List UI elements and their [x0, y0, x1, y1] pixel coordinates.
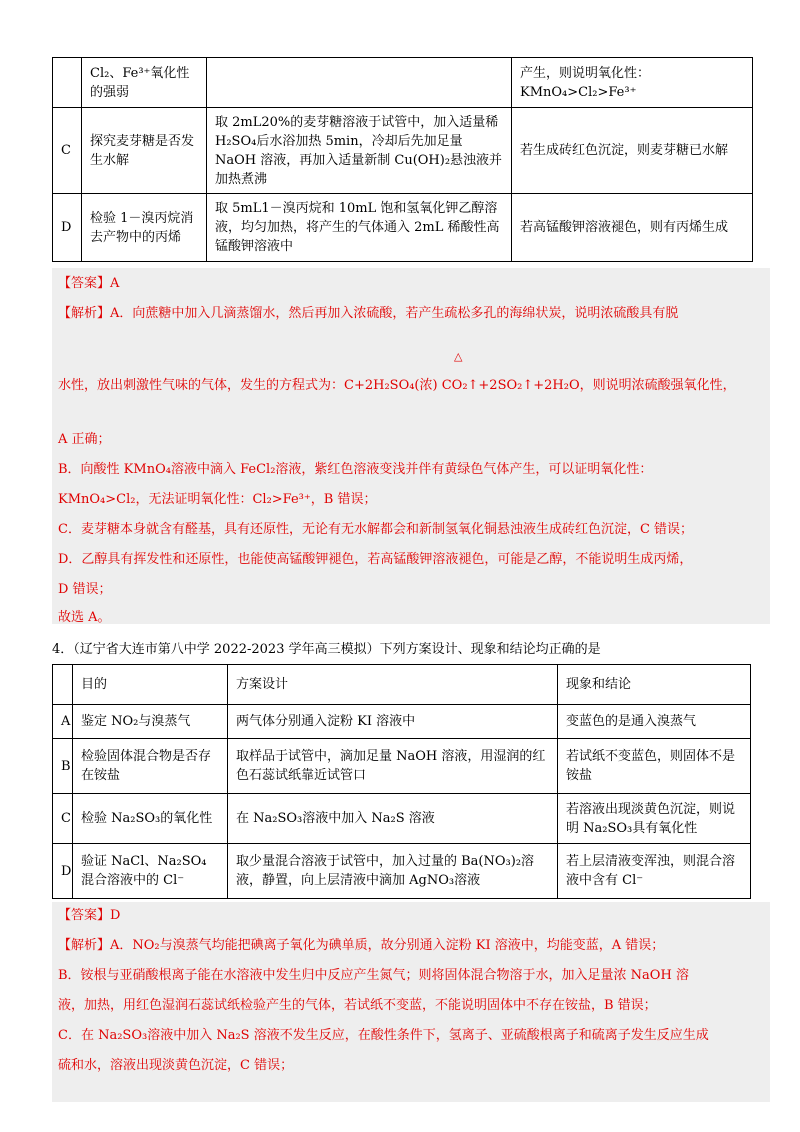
- answer-label: 【答案】D: [58, 908, 121, 923]
- result-cell: 若高锰酸钾溶液褪色，则有丙烯生成: [512, 194, 753, 262]
- explanation-line: 水性，放出刺激性气味的气体，发生的方程式为：C+2H₂SO₄(浓) CO₂↑+2SO₂↑+2H₂O，则说明浓硫酸强氧化性，: [58, 378, 736, 393]
- design-cell: 两气体分别通入淀粉 KI 溶液中: [228, 705, 558, 739]
- table-row: [53, 705, 751, 739]
- row-label: A: [53, 705, 73, 739]
- question-4-text: 4．（辽宁省大连市第八中学 2022-2023 学年高三模拟）下列方案设计、现象和结论均正确的是: [52, 642, 601, 657]
- heat-symbol: △: [454, 350, 463, 363]
- answer-explanation-1: [52, 268, 770, 624]
- purpose-cell: 探究麦芽糖是否发生水解: [82, 108, 207, 194]
- row-label: D: [53, 844, 73, 899]
- explanation-line: C．麦芽糖本身就含有醛基，具有还原性，无论有无水解都会和新制氢氧化铜悬浊液生成砖红色沉淀，C 错误；: [58, 522, 694, 537]
- explanation-line: 液，加热，用红色湿润石蕊试纸检验产生的气体，若试纸不变蓝，不能说明固体中不存在铵盐，B 错误；: [58, 998, 657, 1013]
- table-row: [53, 739, 751, 794]
- result-cell: 若溶液出现淡黄色沉淀，则说明 Na₂SO₃具有氧化性: [558, 794, 751, 844]
- explanation-line: D．乙醇具有挥发性和还原性，也能使高锰酸钾褪色，若高锰酸钾溶液褪色，可能是乙醇，不能说明生成丙烯，: [58, 552, 693, 567]
- row-label: [53, 58, 82, 108]
- header-result: 现象和结论: [558, 665, 751, 705]
- design-cell: 在 Na₂SO₃溶液中加入 Na₂S 溶液: [228, 794, 558, 844]
- explanation-line: B．铵根与亚硝酸根离子能在水溶液中发生归中反应产生氮气；则将固体混合物溶于水，加入足量浓 NaOH 溶: [58, 968, 689, 983]
- row-label: D: [53, 194, 82, 262]
- result-cell: 若上层清液变浑浊，则混合溶液中含有 Cl⁻: [558, 844, 751, 899]
- explanation-line: 硫和水，溶液出现淡黄色沉淀，C 错误；: [58, 1058, 294, 1073]
- design-cell: 取少量混合溶液于试管中，加入过量的 Ba(NO₃)₂溶液，静置，向上层清液中滴加 AgNO₃溶液: [228, 844, 558, 899]
- purpose-cell: 检验 Na₂SO₃的氧化性: [73, 794, 228, 844]
- answer-label: 【答案】A: [58, 276, 120, 291]
- result-cell: 若试纸不变蓝色，则固体不是铵盐: [558, 739, 751, 794]
- result-cell: 若生成砖红色沉淀，则麦芽糖已水解: [512, 108, 753, 194]
- purpose-cell: Cl₂、Fe³⁺氧化性的强弱: [82, 58, 207, 108]
- table-header-row: [53, 665, 751, 705]
- table-row: [53, 194, 753, 262]
- experiment-table-2: [52, 664, 751, 899]
- purpose-cell: 检验 1－溴丙烷消去产物中的丙烯: [82, 194, 207, 262]
- experiment-table-1: [52, 57, 753, 262]
- explanation-line: A 正确；: [58, 432, 111, 447]
- result-cell: 产生，则说明氧化性：KMnO₄>Cl₂>Fe³⁺: [512, 58, 753, 108]
- row-label: C: [53, 108, 82, 194]
- result-cell: 变蓝色的是通入溴蒸气: [558, 705, 751, 739]
- header-label: [53, 665, 73, 705]
- explanation-line: B．向酸性 KMnO₄溶液中滴入 FeCl₂溶液，紫红色溶液变浅并伴有黄绿色气体产生，可以证明氧化性：: [58, 462, 653, 477]
- explanation-line: C．在 Na₂SO₃溶液中加入 Na₂S 溶液不发生反应，在酸性条件下，氢离子、亚硫酸根离子和硫离子发生反应生成: [58, 1028, 709, 1043]
- design-cell: [207, 58, 512, 108]
- table-row: [53, 58, 753, 108]
- table-row: [53, 794, 751, 844]
- purpose-cell: 检验固体混合物是否存在铵盐: [73, 739, 228, 794]
- row-label: C: [53, 794, 73, 844]
- header-design: 方案设计: [228, 665, 558, 705]
- design-cell: 取样品于试管中，滴加足量 NaOH 溶液，用湿润的红色石蕊试纸靠近试管口: [228, 739, 558, 794]
- purpose-cell: 鉴定 NO₂与溴蒸气: [73, 705, 228, 739]
- design-cell: 取 5mL1－溴丙烷和 10mL 饱和氢氧化钾乙醇溶液，均匀加热，将产生的气体通入 2mL 稀酸性高锰酸钾溶液中: [207, 194, 512, 262]
- explanation-line: KMnO₄>Cl₂，无法证明氧化性：Cl₂>Fe³⁺，B 错误；: [58, 492, 377, 507]
- explanation-line: 【解析】A．NO₂与溴蒸气均能把碘离子氧化为碘单质，故分别通入淀粉 KI 溶液中，均能变蓝，A 错误；: [58, 938, 665, 953]
- explanation-line: 【解析】A．向蔗糖中加入几滴蒸馏水，然后再加入浓硫酸，若产生疏松多孔的海绵状炭，说明浓硫酸具有脱: [58, 306, 679, 321]
- table-row: [53, 844, 751, 899]
- table-row: [53, 108, 753, 194]
- header-purpose: 目的: [73, 665, 228, 705]
- row-label: B: [53, 739, 73, 794]
- explanation-line: 故选 A。: [58, 610, 111, 625]
- answer-explanation-2: [52, 902, 770, 1102]
- purpose-cell: 验证 NaCl、Na₂SO₄混合溶液中的 Cl⁻: [73, 844, 228, 899]
- explanation-line: D 错误；: [58, 582, 112, 597]
- design-cell: 取 2mL20%的麦芽糖溶液于试管中，加入适量稀 H₂SO₄后水浴加热 5min，冷却后先加足量 NaOH 溶液，再加入适量新制 Cu(OH)₂悬浊液并加热煮沸: [207, 108, 512, 194]
